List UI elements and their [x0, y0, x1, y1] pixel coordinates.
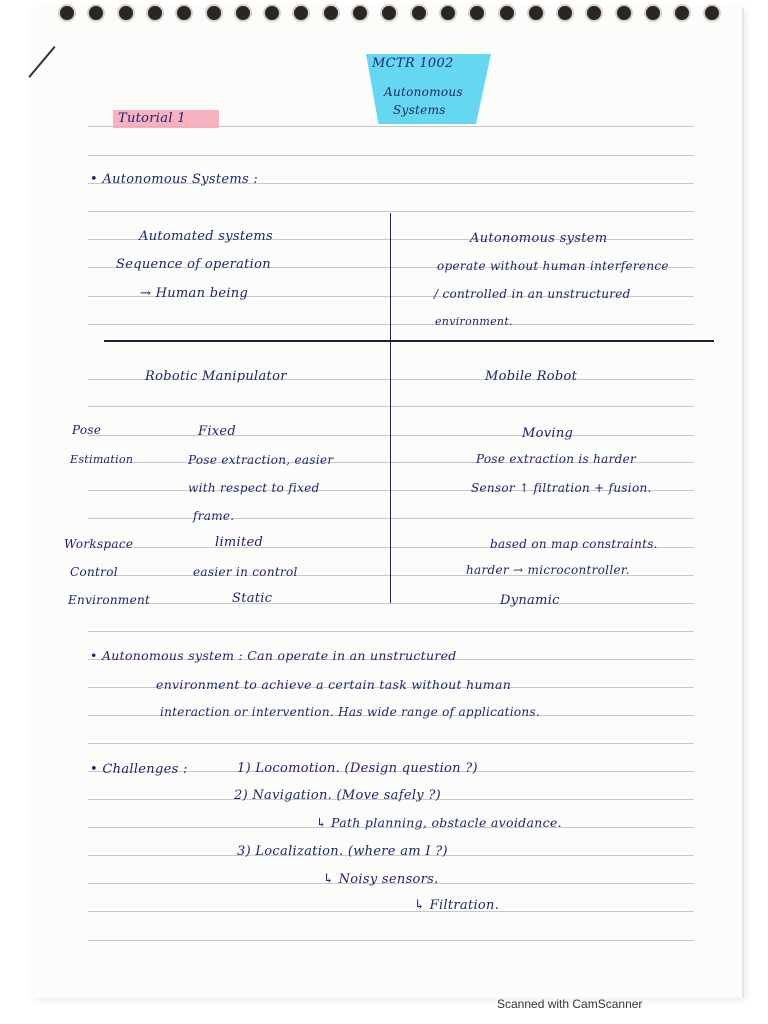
autonomous-line3: environment.: [435, 315, 513, 328]
ruled-line: [88, 518, 694, 519]
environment-right: Dynamic: [500, 593, 560, 608]
challenge-1: 1) Locomotion. (Design question ?): [237, 761, 478, 776]
estimation-left-3: frame.: [193, 509, 235, 523]
binding-hole: [500, 6, 514, 20]
binding-hole: [617, 6, 631, 20]
control-right: harder → microcontroller.: [466, 563, 630, 577]
table-divider-vertical: [390, 213, 391, 603]
ruled-line: [88, 211, 694, 212]
ruled-line: [88, 940, 694, 941]
autonomous-line2: / controlled in an unstructured: [434, 287, 631, 301]
definition-line3: interaction or intervention. Has wide range of applications.: [160, 705, 541, 719]
autonomous-line1: operate without human interference: [437, 259, 669, 273]
estimation-right-1: Pose extraction is harder: [476, 452, 637, 466]
binding-hole: [207, 6, 221, 20]
row-label-environment: Environment: [68, 593, 151, 607]
binding-hole: [148, 6, 162, 20]
binding-hole: [353, 6, 367, 20]
definition-line2: environment to achieve a certain task without human: [156, 677, 512, 692]
scanner-watermark: Scanned with CamScanner: [497, 997, 643, 1011]
tutorial-label: Tutorial 1: [118, 111, 186, 126]
control-left: easier in control: [193, 565, 298, 579]
binding-hole: [705, 6, 719, 20]
row-label-workspace: Workspace: [64, 537, 134, 551]
ruled-line: [88, 155, 694, 156]
pose-left: Fixed: [198, 424, 237, 439]
challenges-heading: • Challenges :: [90, 762, 188, 777]
definition-line1: • Autonomous system : Can operate in an unstructured: [90, 648, 457, 663]
workspace-left: limited: [215, 535, 264, 550]
binding-hole: [441, 6, 455, 20]
estimation-left-1: Pose extraction, easier: [188, 453, 334, 467]
ruled-line: [88, 911, 694, 912]
ruled-line: [88, 435, 694, 436]
manipulator-title: Robotic Manipulator: [145, 369, 287, 384]
challenge-3: 3) Localization. (where am I ?): [237, 844, 448, 859]
workspace-right: based on map constraints.: [490, 537, 658, 551]
course-title-line1: Autonomous: [384, 85, 463, 99]
automated-line1: Sequence of operation: [116, 257, 271, 272]
estimation-right-2: Sensor ↑ filtration + fusion.: [471, 481, 652, 495]
challenge-3-sub2: ↳ Filtration.: [414, 898, 500, 913]
section-heading: • Autonomous Systems :: [90, 172, 259, 187]
row-label-pose: Pose: [72, 423, 102, 437]
automated-line2: → Human being: [140, 286, 249, 301]
challenge-2: 2) Navigation. (Move safely ?): [234, 788, 442, 803]
binding-hole: [324, 6, 338, 20]
binding-hole: [60, 6, 74, 20]
binding-hole: [529, 6, 543, 20]
pose-right: Moving: [522, 426, 574, 441]
binding-hole: [646, 6, 660, 20]
course-title-line2: Systems: [393, 103, 446, 117]
binding-hole: [119, 6, 133, 20]
ruled-line: [88, 743, 694, 744]
challenge-2-sub: ↳ Path planning, obstacle avoidance.: [316, 815, 562, 830]
autonomous-title: Autonomous system: [470, 231, 608, 246]
row-label-control: Control: [70, 565, 118, 579]
ruled-line: [88, 324, 694, 325]
automated-title: Automated systems: [139, 229, 273, 244]
binding-hole: [236, 6, 250, 20]
estimation-left-2: with respect to fixed: [188, 481, 320, 495]
mobile-robot-title: Mobile Robot: [485, 369, 578, 384]
ruled-line: [88, 406, 694, 407]
binding-hole: [558, 6, 572, 20]
ruled-line: [88, 631, 694, 632]
table-divider-horizontal: [104, 340, 714, 342]
ruled-line: [88, 603, 694, 604]
challenge-3-sub1: ↳ Noisy sensors.: [323, 872, 439, 887]
course-code: MCTR 1002: [372, 56, 454, 71]
binding-hole: [412, 6, 426, 20]
binding-hole: [265, 6, 279, 20]
environment-left: Static: [232, 591, 273, 606]
row-label-estimation: Estimation: [70, 453, 134, 466]
